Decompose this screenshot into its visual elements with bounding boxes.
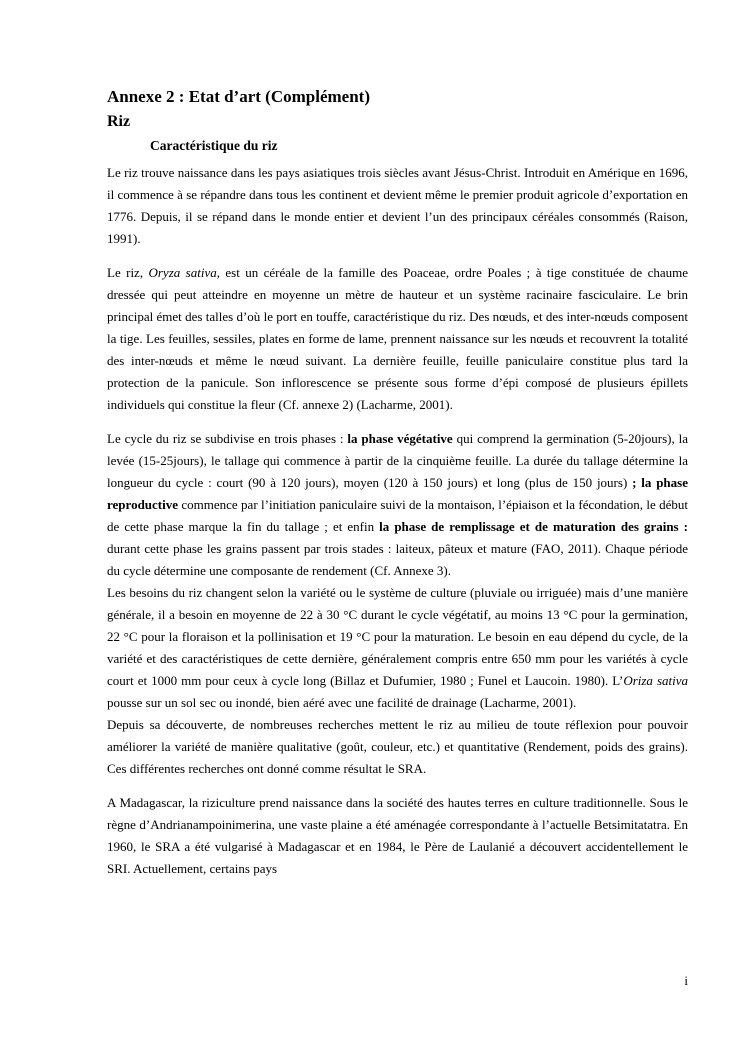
text-run: durant cette phase les grains passent par trois stades : laiteux, pâteux et mature (FAO, 2011). Chaque période du cycle détermine une composante de rendement (Cf. Annexe 3). <box>107 541 688 578</box>
subsection-heading: Caractéristique du riz <box>150 138 278 153</box>
text-run: Depuis sa découverte, de nombreuses recherches mettent le riz au milieu de toute réflexion pour pouvoir améliorer la variété de manière qualitative (goût, couleur, etc.) et quantitative (Rendement, poids des grains). Ces différentes recherches ont donné comme résultat le SRA. <box>107 717 688 776</box>
text-run: ; la phase reproductive <box>107 475 688 512</box>
text-run: pousse sur un sol sec ou inondé, bien aéré avec une facilité de drainage (Lacharme, 2001). <box>107 695 577 710</box>
text-run: A Madagascar, la riziculture prend naissance dans la société des hautes terres en culture traditionnelle. Sous le règne d’Andrianampoinimerina, une vaste plaine a été aménagée correspondante à l’actuelle Betsimitatatra. En 1960, le SRA a été vulgarisé à Madagascar et en 1984, le Père de Laulanié a découvert accidentellement le SRI. Actuellement, certains pays <box>107 795 688 876</box>
paragraph <box>107 428 688 582</box>
text-run: commence par l’initiation paniculaire suivi de la montaison, l’épiaison et la fécondation, le début de cette phase marque la fin du tallage ; et enfin <box>107 497 688 534</box>
annex-title: Annexe 2 : Etat d’art (Complément) <box>107 87 370 106</box>
text-run: Oriza sativa <box>623 673 688 688</box>
text-run: Le cycle du riz se subdivise en trois phases : <box>107 431 348 446</box>
paragraph <box>107 162 688 250</box>
text-run: la phase de remplissage et de maturation des grains : <box>379 519 688 534</box>
chapter-title-riz: Riz <box>107 113 131 130</box>
paragraph <box>107 792 688 880</box>
paragraph <box>107 262 688 416</box>
text-run: Oryza sativa, <box>148 265 220 280</box>
text-run: Le riz, <box>107 265 149 280</box>
page-number: i <box>684 973 688 988</box>
text-run: Les besoins du riz changent selon la variété ou le système de culture (pluviale ou irriguée) mais d’une manière générale, il a besoin en moyenne de 22 à 30 °C durant le cycle végétatif, au moins 13 °C pour la germination, 22 °C pour la floraison et la pollinisation et 19 °C pour la maturation. Le besoin en eau dépend du cycle, de la variété et des caractéristiques de cette dernière, généralement compris entre 650 mm pour les variétés à cycle court et 1000 mm pour ceux à cycle long (Billaz et Dufumier, 1980 ; Funel et Laucoin. 1980). L’ <box>107 585 688 688</box>
text-run: qui comprend la germination (5-20jours), la levée (15-25jours), le tallage qui commence à partir de la cinquième feuille. La durée du tallage détermine la longueur du cycle : court (90 à 120 jours), moyen (120 à 150 jours) et long (plus de 150 jours) <box>107 431 688 490</box>
text-run: Le riz trouve naissance dans les pays asiatiques trois siècles avant Jésus-Christ. Introduit en Amérique en 1696, il commence à se répandre dans tous les continent et devient même le premier produit agricole d’exportation en 1776. Depuis, il se répand dans le monde entier et devient l’un des principaux céréales consommés (Raison, 1991). <box>107 165 688 246</box>
text-run: la phase végétative <box>347 431 453 446</box>
paragraph <box>107 582 688 714</box>
text-run: est un céréale de la famille des Poaceae, ordre Poales ; à tige constituée de chaume dressée qui peut atteindre en moyenne un mètre de hauteur et un système racinaire fasciculaire. Le brin principal émet des talles d’où le port en touffe, caractéristique du riz. Des nœuds, et des inter-nœuds composent la tige. Les feuilles, sessiles, plates en forme de lame, prennent naissance sur les nœuds et recouvrent la totalité des inter-nœuds et même le nœud suivant. La dernière feuille, feuille paniculaire constitue plus tard la protection de la panicule. Son inflorescence se présente sous forme d’épi composé de plusieurs épillets individuels qui constitue la fleur (Cf. annexe 2) (Lacharme, 2001). <box>107 265 688 412</box>
paragraph <box>107 714 688 780</box>
paragraphs-container <box>107 162 688 880</box>
